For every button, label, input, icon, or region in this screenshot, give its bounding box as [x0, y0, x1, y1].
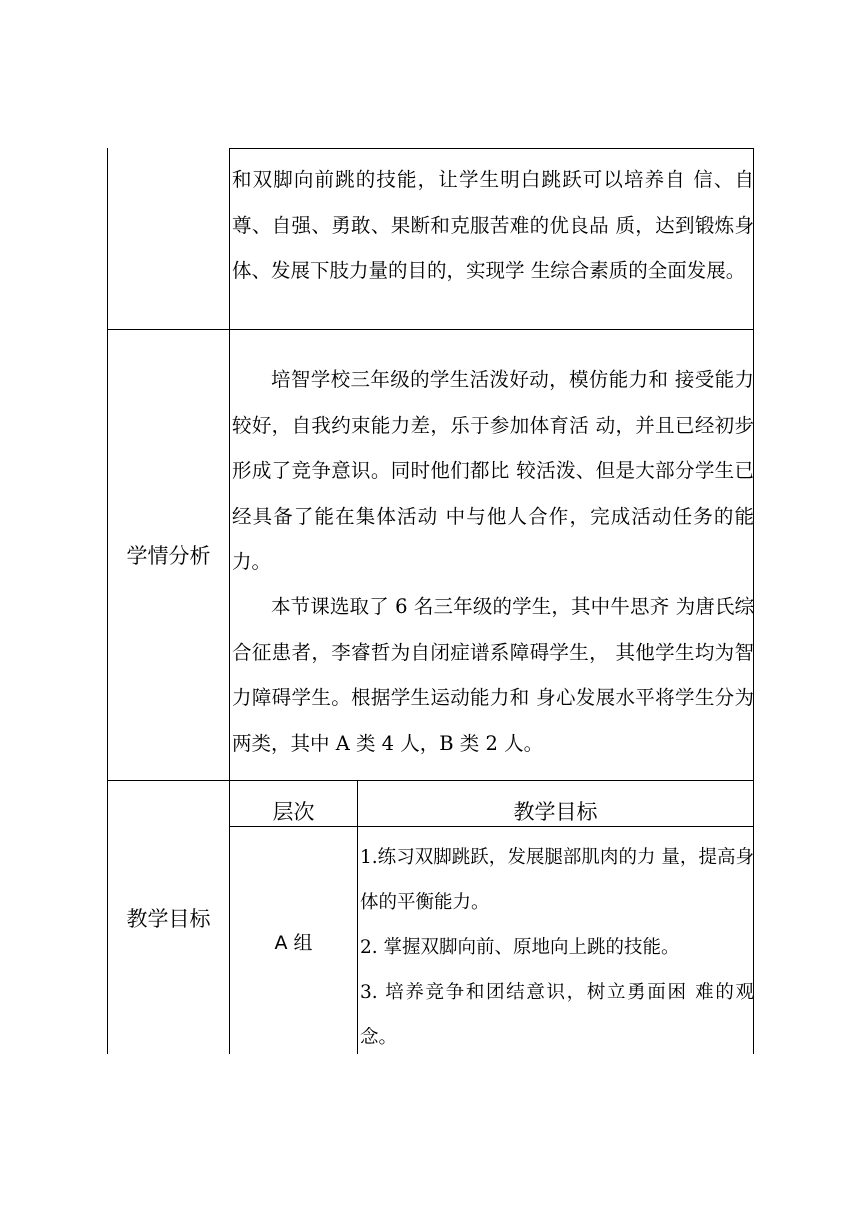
level-column-header: 层次 — [272, 800, 315, 824]
goal-column-header: 教学目标 — [513, 800, 598, 824]
student-analysis-paragraph-1: 培智学校三年级的学生活泼好动，模仿能力和 接受能力较好，自我约束能力差，乐于参加体育活 动，并且已经初步形成了竞争意识。同时他们都比 较活泼、但是大部分学生已经具备了能在集体活动 中与他人合作，完成活动任务的能力。 — [232, 368, 754, 573]
row-divider-2 — [107, 780, 754, 781]
goal-item-1: 1.练习双脚跳跃，发展腿部肌肉的力 量，提高身体的平衡能力。 — [360, 847, 754, 913]
table-border-top-content — [229, 148, 754, 149]
goal-header-divider — [229, 826, 754, 827]
group-a-label: A 组 — [274, 932, 313, 954]
goal-item-2: 2. 掌握双脚向前、原地向上跳的技能。 — [360, 937, 680, 958]
student-analysis-paragraph-2: 本节课选取了 6 名三年级的学生，其中牛思齐 为唐氏综合征患者，李睿哲为自闭症谱系障碍学生， 其他学生均为智力障碍学生。根据学生运动能力和 身心发展水平将学生分为两类，其中 A 类 4 人，B 类 2 人。 — [232, 595, 754, 755]
table-divider-label-column — [229, 148, 230, 1054]
teaching-objectives-label: 教学目标 — [126, 907, 211, 931]
objective-continuation-text: 和双脚向前跳的技能，让学生明白跳跃可以培养自 信、自尊、自强、勇敢、果断和克服苦难的优良品 质，达到锻炼身体、发展下肢力量的目的，实现学 生综合素质的全面发展。 — [232, 168, 754, 282]
row-divider-1 — [107, 329, 754, 330]
goal-item-3: 3. 培养竞争和团结意识，树立勇面困 难的观念。 — [360, 982, 754, 1048]
student-analysis-label: 学情分析 — [126, 544, 211, 568]
